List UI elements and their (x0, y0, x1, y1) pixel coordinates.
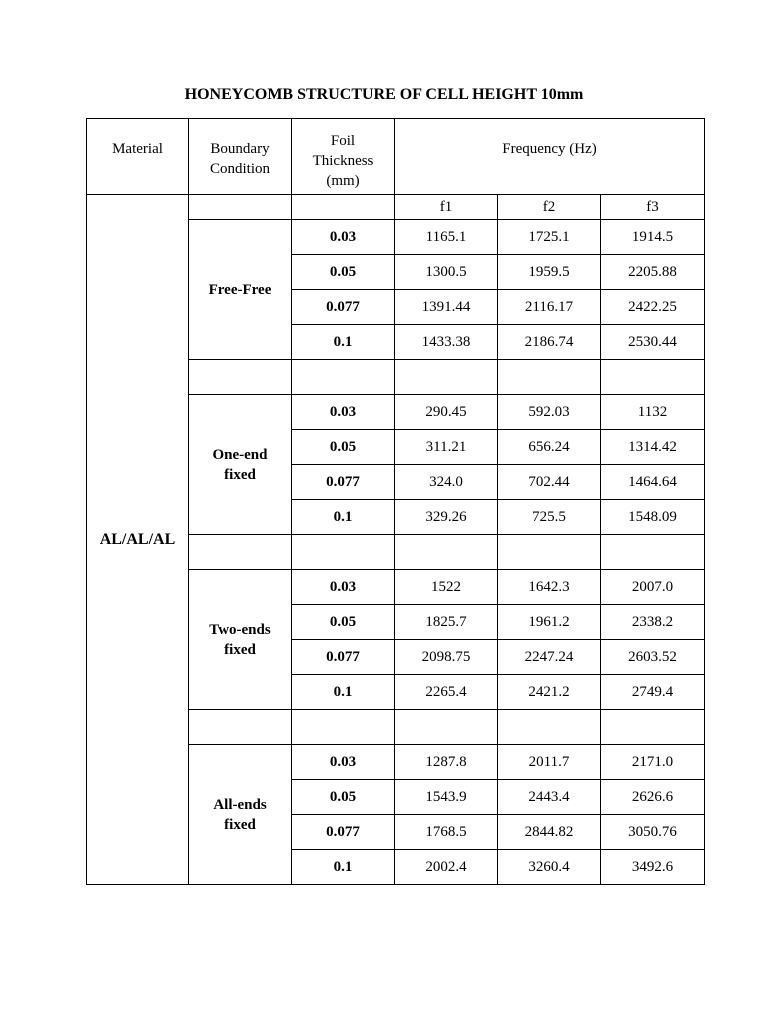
empty-cell (498, 360, 601, 395)
frequency-f1-cell: 329.26 (395, 500, 498, 535)
boundary-condition-label: fixed (224, 816, 256, 833)
frequency-f2-cell: 725.5 (498, 500, 601, 535)
empty-cell (292, 710, 395, 745)
boundary-condition-label: All-ends (213, 796, 267, 813)
frequency-f2-cell: 2186.74 (498, 325, 601, 360)
frequency-f3-cell: 3492.6 (601, 850, 705, 885)
frequency-table (86, 118, 705, 885)
frequency-f3-cell: 1132 (601, 395, 705, 430)
empty-cell (601, 535, 705, 570)
empty-cell (395, 710, 498, 745)
empty-cell (601, 360, 705, 395)
frequency-f2-cell: 656.24 (498, 430, 601, 465)
frequency-f3-cell: 1548.09 (601, 500, 705, 535)
frequency-f2-cell: 1642.3 (498, 570, 601, 605)
frequency-f3-cell: 2422.25 (601, 290, 705, 325)
empty-cell (292, 360, 395, 395)
frequency-f3-cell: 2338.2 (601, 605, 705, 640)
foil-thickness-cell: 0.03 (292, 570, 395, 605)
header-f2: f2 (498, 195, 601, 220)
frequency-f3-cell: 1914.5 (601, 220, 705, 255)
frequency-f3-cell: 2749.4 (601, 675, 705, 710)
foil-thickness-cell: 0.077 (292, 465, 395, 500)
empty-cell (189, 360, 292, 395)
frequency-f3-cell: 1464.64 (601, 465, 705, 500)
foil-thickness-cell: 0.077 (292, 290, 395, 325)
frequency-f2-cell: 2844.82 (498, 815, 601, 850)
frequency-f2-cell: 2443.4 (498, 780, 601, 815)
frequency-f3-cell: 2205.88 (601, 255, 705, 290)
frequency-f3-cell: 3050.76 (601, 815, 705, 850)
frequency-f1-cell: 1433.38 (395, 325, 498, 360)
frequency-f1-cell: 1825.7 (395, 605, 498, 640)
foil-thickness-cell: 0.1 (292, 675, 395, 710)
empty-cell (189, 195, 292, 220)
frequency-f2-cell: 2421.2 (498, 675, 601, 710)
frequency-f2-cell: 702.44 (498, 465, 601, 500)
frequency-f1-cell: 1300.5 (395, 255, 498, 290)
frequency-f1-cell: 1165.1 (395, 220, 498, 255)
frequency-f1-cell: 1522 (395, 570, 498, 605)
subheader-row (87, 195, 705, 220)
empty-cell (189, 710, 292, 745)
frequency-f1-cell: 2098.75 (395, 640, 498, 675)
boundary-condition-label: Free-Free (208, 281, 272, 298)
frequency-f1-cell: 1287.8 (395, 745, 498, 780)
frequency-f2-cell: 1959.5 (498, 255, 601, 290)
frequency-f3-cell: 2007.0 (601, 570, 705, 605)
empty-cell (292, 535, 395, 570)
frequency-f2-cell: 2116.17 (498, 290, 601, 325)
empty-cell (395, 360, 498, 395)
boundary-condition-label: One-end (212, 446, 268, 463)
header-foil-thickness: Foil Thickness (mm) (292, 119, 395, 195)
foil-thickness-cell: 0.05 (292, 430, 395, 465)
foil-thickness-cell: 0.03 (292, 745, 395, 780)
empty-cell (395, 535, 498, 570)
foil-thickness-cell: 0.1 (292, 850, 395, 885)
foil-thickness-cell: 0.05 (292, 780, 395, 815)
boundary-condition-cell (189, 570, 292, 710)
material-cell: AL/AL/AL (87, 195, 189, 885)
header-boundary-condition: Boundary Condition (189, 119, 292, 195)
frequency-f3-cell: 2530.44 (601, 325, 705, 360)
frequency-f2-cell: 1961.2 (498, 605, 601, 640)
frequency-f2-cell: 2247.24 (498, 640, 601, 675)
boundary-condition-cell (189, 745, 292, 885)
frequency-f1-cell: 290.45 (395, 395, 498, 430)
foil-thickness-cell: 0.077 (292, 815, 395, 850)
foil-thickness-cell: 0.05 (292, 255, 395, 290)
frequency-f1-cell: 1543.9 (395, 780, 498, 815)
foil-thickness-cell: 0.05 (292, 605, 395, 640)
frequency-f1-cell: 324.0 (395, 465, 498, 500)
frequency-f3-cell: 1314.42 (601, 430, 705, 465)
frequency-f2-cell: 3260.4 (498, 850, 601, 885)
frequency-f3-cell: 2603.52 (601, 640, 705, 675)
empty-cell (498, 535, 601, 570)
foil-thickness-cell: 0.1 (292, 325, 395, 360)
frequency-f1-cell: 2002.4 (395, 850, 498, 885)
frequency-f2-cell: 592.03 (498, 395, 601, 430)
header-f1: f1 (395, 195, 498, 220)
boundary-condition-label: fixed (224, 641, 256, 658)
frequency-f2-cell: 1725.1 (498, 220, 601, 255)
frequency-f1-cell: 2265.4 (395, 675, 498, 710)
header-frequency: Frequency (Hz) (395, 119, 705, 195)
frequency-f3-cell: 2171.0 (601, 745, 705, 780)
foil-thickness-cell: 0.03 (292, 220, 395, 255)
frequency-f3-cell: 2626.6 (601, 780, 705, 815)
header-row (87, 119, 705, 195)
foil-thickness-cell: 0.077 (292, 640, 395, 675)
boundary-condition-label: fixed (224, 466, 256, 483)
boundary-condition-label: Two-ends (209, 621, 271, 638)
frequency-f1-cell: 1391.44 (395, 290, 498, 325)
empty-cell (498, 710, 601, 745)
page-title: HONEYCOMB STRUCTURE OF CELL HEIGHT 10mm (184, 86, 584, 103)
empty-cell (292, 195, 395, 220)
foil-thickness-cell: 0.1 (292, 500, 395, 535)
empty-cell (189, 535, 292, 570)
foil-thickness-cell: 0.03 (292, 395, 395, 430)
frequency-f1-cell: 1768.5 (395, 815, 498, 850)
boundary-condition-cell (189, 220, 292, 360)
header-material: Material (87, 119, 189, 195)
frequency-f1-cell: 311.21 (395, 430, 498, 465)
boundary-condition-cell (189, 395, 292, 535)
frequency-f2-cell: 2011.7 (498, 745, 601, 780)
header-f3: f3 (601, 195, 705, 220)
empty-cell (601, 710, 705, 745)
